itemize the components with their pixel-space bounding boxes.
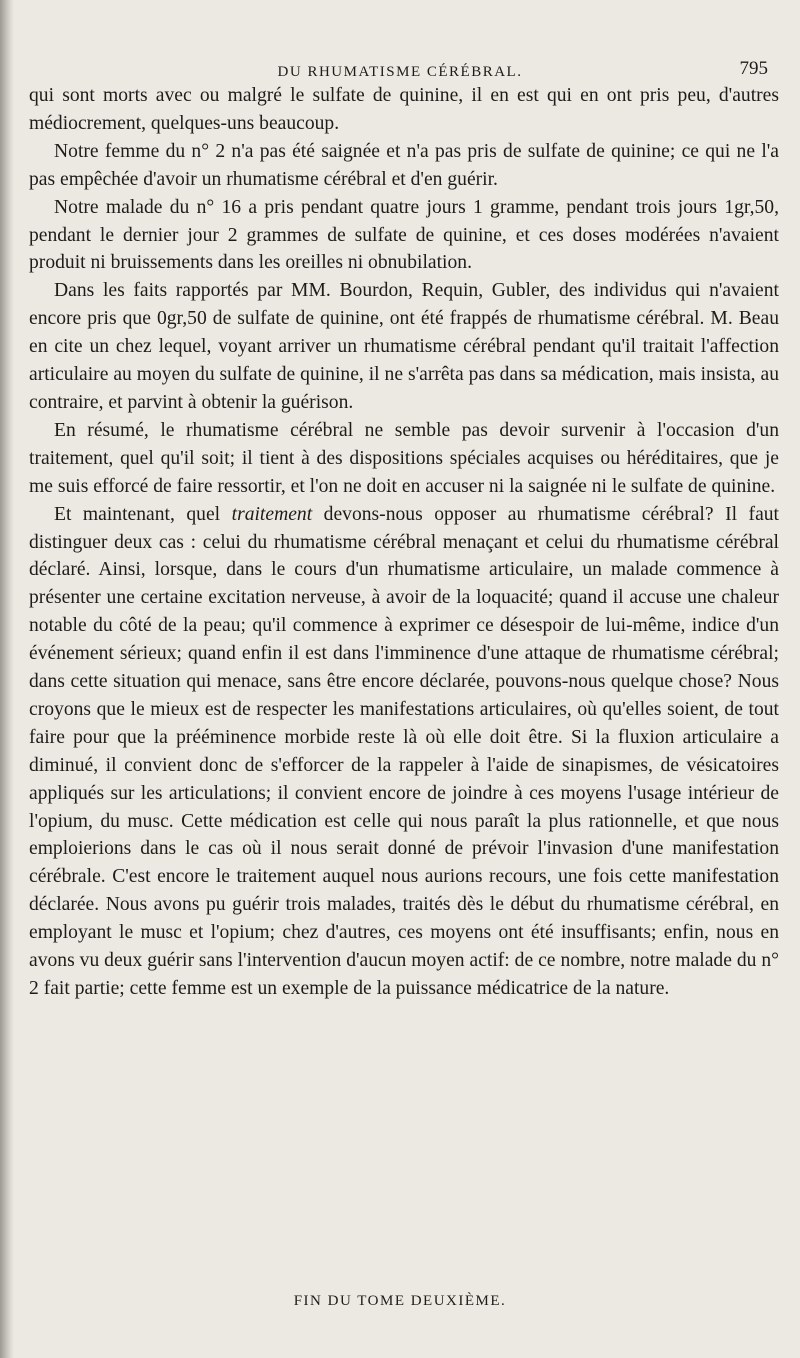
paragraph-6-start: Et maintenant, quel (54, 503, 232, 525)
paragraph-2: Notre femme du n° 2 n'a pas été saignée et n'a pas pris de sulfate de quinine; ce qui ne l'a pas empêchée d'avoir un rhumatisme cérébral et d'en guérir. (29, 140, 779, 190)
page-binding-shadow (0, 0, 14, 1358)
running-title: DU RHUMATISME CÉRÉBRAL. (277, 64, 523, 80)
paragraph-3: Notre malade du n° 16 a pris pendant quatre jours 1 gramme, pendant trois jours 1gr,50, pendant le dernier jour 2 grammes de sulfate de quinine, et ces doses modérées n'avaient produit ni bruissements dans les oreilles ni obnubilation. (29, 196, 779, 274)
paragraph-4: Dans les faits rapportés par MM. Bourdon, Requin, Gubler, des individus qui n'avaient encore pris que 0gr,50 de sulfate de quinine, ont été frappés de rhumatisme cérébral. M. Beau en cite un chez lequel, voyant arriver un rhumatisme cérébral pendant qu'il traitait l'affection articulaire au moyen du sulfate de quinine, il ne s'arrêta pas dans sa médication, mais insista, au contraire, et parvint à obtenir la guérison. (29, 280, 779, 413)
page-number: 795 (739, 58, 768, 79)
paragraph-5: En résumé, le rhumatisme cérébral ne semble pas devoir survenir à l'occasion d'un traitement, quel qu'il soit; il tient à des dispositions spéciales acquises ou héréditaires, que je me suis efforcé de faire ressortir, et l'on ne doit en accuser ni la saignée ni le sulfate de quinine. (29, 419, 779, 497)
paragraph-6 (29, 501, 779, 1003)
paragraph-6-rest: devons-nous opposer au rhumatisme cérébral? Il faut distinguer deux cas : celui du rhumatisme cérébral menaçant et celui du rhumatisme cérébral déclaré. Ainsi, lorsque, dans le cours d'un rhumatisme articulaire, un malade commence à présenter une certaine excitation nerveuse, à avoir de la loquacité; quand il accuse une chaleur notable du côté de la peau; qu'il commence à exprimer ce désespoir de lui-même, indice d'un événement sérieux; quand enfin il est dans l'imminence d'une attaque de rhumatisme cérébral; dans cette situation qui menace, sans être encore déclarée, pouvons-nous quelque chose? Nous croyons que le mieux est de respecter les manifestations articulaires, où qu'elles soient, de tout faire pour que la prééminence morbide reste là où elle doit être. Si la fluxion articulaire a diminué, il convient donc de s'efforcer de la rappeler à l'aide de sinapismes, de vésicatoires appliqués sur les articulations; il convient encore de joindre à ces moyens l'usage intérieur de l'opium, du musc. Cette médication est celle qui nous paraît la plus rationnelle, et que nous emploierions dans le cas où il nous serait donné de prévoir l'invasion d'une manifestation cérébrale. C'est encore le traitement auquel nous aurions recours, une fois cette manifestation déclarée. Nous avons pu guérir trois malades, traités dès le début du rhumatisme cérébral, en employant le musc et l'opium; chez d'autres, ces moyens ont été insuffisants; enfin, nous en avons vu deux guérir sans l'intervention d'aucun moyen actif: de ce nombre, notre malade du n° 2 fait partie; cette femme est un exemple de la puissance médicatrice de la nature. (29, 503, 780, 999)
end-of-volume-line: FIN DU TOME DEUXIÈME. (293, 1293, 507, 1309)
emphasis-traitement: traitement (231, 503, 313, 525)
body-text (29, 82, 779, 1003)
paragraph-1: qui sont morts avec ou malgré le sulfate de quinine, il en est qui en ont pris peu, d'autres médiocrement, quelques-uns beaucoup. (29, 85, 779, 134)
